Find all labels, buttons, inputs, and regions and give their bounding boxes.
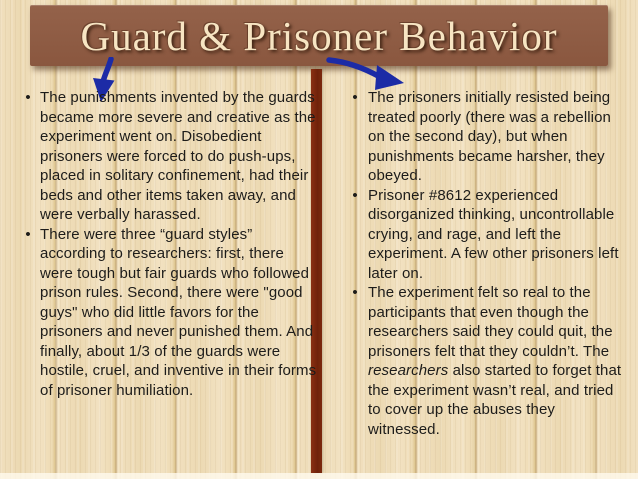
list-item xyxy=(342,283,622,439)
bullet-text: There were three “guard styles” according to researchers: first, there were tough but fair guards who followed prison rules. Second, there were "good guys" who did little favors for the prisoners and never punished them. And finally, about 1/3 of the guards were hostile, cruel, and inventive in their forms of prisoner humiliation. xyxy=(40,225,317,399)
bullet-text-italic: researchers xyxy=(368,362,449,379)
bullet-text-segment: The experiment felt so real to the participants that even though the researchers said they could quit, the prisoners felt that they couldn’t. The xyxy=(368,284,613,360)
bullet-text-segment: also started to forget that the experiment wasn’t real, and tried to cover up the abuses they witnessed. xyxy=(368,362,622,438)
list-item xyxy=(342,88,622,186)
left-column xyxy=(16,88,318,400)
bullet-marker: • xyxy=(25,225,31,243)
slide-title: Guard & Prisoner Behavior xyxy=(80,12,558,59)
list-item xyxy=(16,225,318,401)
bullet-marker: • xyxy=(25,89,31,106)
bullet-marker: • xyxy=(352,284,358,301)
list-item xyxy=(342,186,622,284)
bullet-text: The prisoners initially resisted being treated poorly (there was a rebellion on the second day), but when punishments became harsher, they obeyed. xyxy=(368,89,611,184)
bullet-text: The punishments invented by the guards became more severe and creative as the experiment went on. Disobedient prisoners were forced to do push-ups, placed in solitary confinement, had their beds and other items taken away, and were verbally harassed. xyxy=(40,89,316,223)
bullet-text xyxy=(368,283,622,439)
list-item xyxy=(16,88,318,225)
bullet-marker: • xyxy=(352,89,358,106)
bullet-marker: • xyxy=(352,186,358,204)
right-column xyxy=(342,88,622,439)
bullet-text: Prisoner #8612 experienced disorganized thinking, uncontrollable crying, and rage, and left the experiment. A few other prisoners left later on. xyxy=(368,186,619,282)
